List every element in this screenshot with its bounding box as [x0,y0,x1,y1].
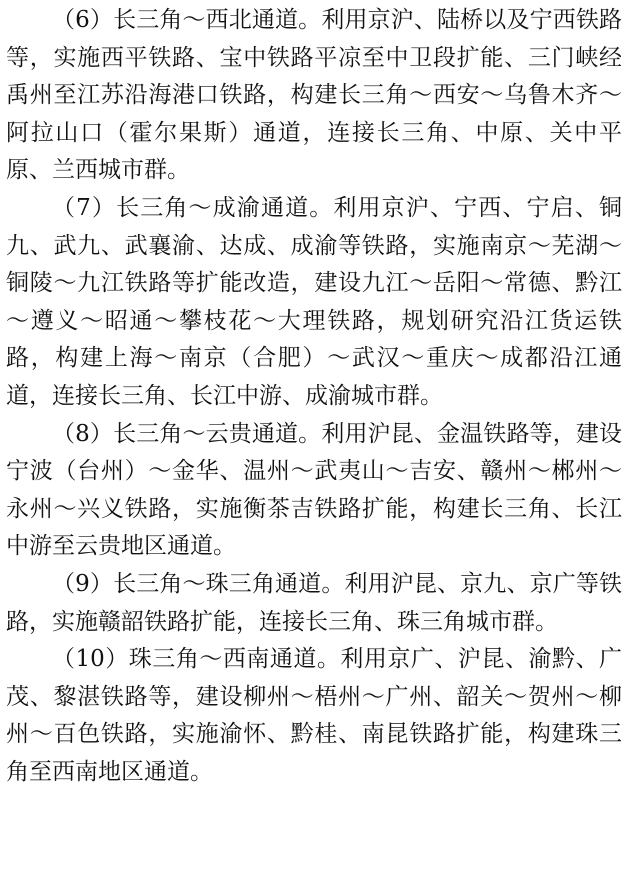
paragraph-label: （7） [52,194,117,221]
paragraph-label: （9） [52,570,114,597]
paragraph-9 [6,566,622,641]
paragraph-text: 长三角～成渝通道。利用京沪、宁西、宁启、铜九、武九、武襄渝、达成、成渝等铁路，实施南京～芜湖～铜陵～九江铁路等扩能改造，建设九江～岳阳～常德、黔江～遵义～昭通～攀枝花～大理铁路，规划研究沿江货运铁路，构建上海～南京（合肥）～武汉～重庆～成都沿江通道，连接长三角、长江中游、成渝城市群。 [6,194,622,409]
paragraph-text: 长三角～西北通道。利用京沪、陆桥以及宁西铁路等，实施西平铁路、宝中铁路平凉至中卫段扩能、三门峡经禹州至江苏沿海港口铁路，构建长三角～西安～乌鲁木齐～阿拉山口（霍尔果斯）通道，连接长三角、中原、关中平原、兰西城市群。 [6,7,623,184]
paragraph-label: （10） [52,646,129,673]
paragraph-7 [6,190,622,416]
paragraph-text: 长三角～珠三角通道。利用沪昆、京九、京广等铁路，实施赣韶铁路扩能，连接长三角、珠三角城市群。 [6,570,623,635]
paragraph-label: （6） [52,7,114,33]
paragraph-8 [6,416,622,566]
paragraph-label: （8） [52,420,114,447]
paragraph-text: 珠三角～西南通道。利用京广、沪昆、渝黔、广茂、黎湛铁路等，建设柳州～梧州～广州、韶关～贺州～柳州～百色铁路，实施渝怀、黔桂、南昆铁路扩能，构建珠三角至西南地区通道。 [6,646,622,785]
paragraph-text: 长三角～云贵通道。利用沪昆、金温铁路等，建设宁波（台州）～金华、温州～武夷山～吉安、赣州～郴州～永州～兴义铁路，实施衡茶吉铁路扩能，构建长三角、长江中游至云贵地区通道。 [6,420,623,560]
paragraph-6 [6,2,622,190]
paragraph-10 [6,641,622,791]
document-body [6,2,622,791]
